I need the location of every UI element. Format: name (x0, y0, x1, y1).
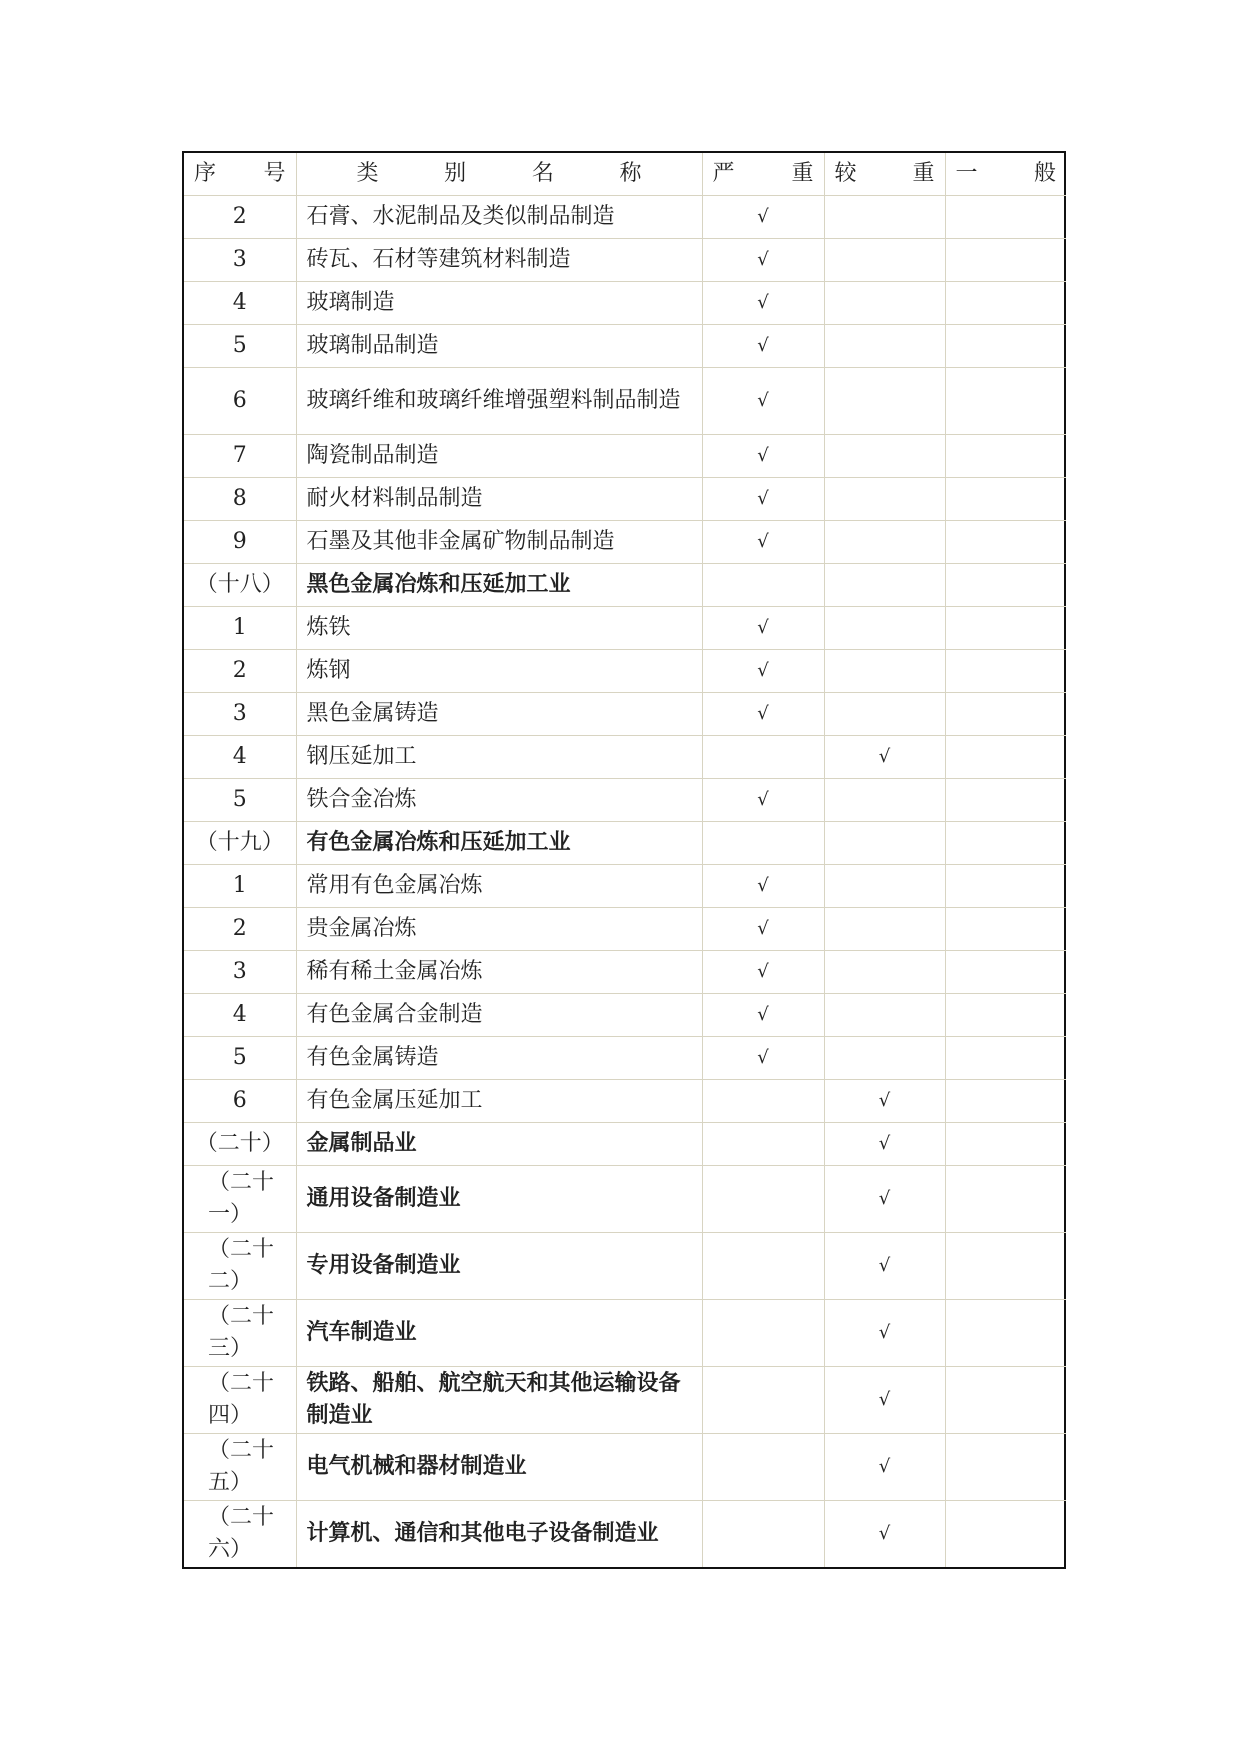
level-moderate-cell (824, 1123, 945, 1166)
level-general-cell (945, 779, 1066, 822)
level-general-cell (945, 196, 1066, 239)
row-number-line: （二十 (208, 1438, 275, 1463)
row-number (184, 1501, 296, 1568)
level-general-cell (945, 368, 1066, 435)
header-no-char: 序 (194, 161, 217, 186)
row-number: 1 (184, 607, 296, 650)
level-severe-cell (702, 521, 824, 564)
level-moderate-cell (824, 1080, 945, 1123)
category-name: 黑色金属铸造 (296, 693, 702, 736)
level-general-cell (945, 521, 1066, 564)
check-mark-icon: √ (757, 789, 769, 810)
level-general-cell (945, 1434, 1066, 1501)
level-general-cell (945, 239, 1066, 282)
table-row (184, 736, 1066, 779)
level-moderate-cell (824, 908, 945, 951)
category-name: 汽车制造业 (296, 1300, 702, 1367)
category-name: 金属制品业 (296, 1123, 702, 1166)
category-name: 铁合金冶炼 (296, 779, 702, 822)
level-moderate-cell (824, 196, 945, 239)
section-row (184, 822, 1066, 865)
level-severe-cell (702, 822, 824, 865)
row-number-line: （二十 (208, 1371, 275, 1396)
level-moderate-cell (824, 282, 945, 325)
level-severe-cell (702, 196, 824, 239)
row-number-line: （二十 (208, 1170, 275, 1195)
level-moderate-cell (824, 822, 945, 865)
level-moderate-cell (824, 1367, 945, 1434)
table-row (184, 693, 1066, 736)
category-name: 石墨及其他非金属矿物制品制造 (296, 521, 702, 564)
level-general-cell (945, 650, 1066, 693)
check-mark-icon: √ (757, 335, 769, 356)
category-name: 玻璃制造 (296, 282, 702, 325)
table-row (184, 908, 1066, 951)
level-severe-cell (702, 1080, 824, 1123)
table-row (184, 478, 1066, 521)
level-severe-cell (702, 736, 824, 779)
level-severe-cell (702, 650, 824, 693)
category-name: 石膏、水泥制品及类似制品制造 (296, 196, 702, 239)
table-row (184, 650, 1066, 693)
level-moderate-cell (824, 736, 945, 779)
category-name: 有色金属合金制造 (296, 994, 702, 1037)
table-row (184, 239, 1066, 282)
row-number: （二十） (184, 1123, 296, 1166)
header-general (945, 153, 1066, 196)
level-moderate-cell (824, 564, 945, 607)
level-moderate-cell (824, 607, 945, 650)
header-moderate (824, 153, 945, 196)
level-general-cell (945, 1501, 1066, 1568)
header-severe-char: 严 (712, 161, 735, 186)
level-severe-cell (702, 1233, 824, 1300)
row-number: 4 (184, 282, 296, 325)
level-moderate-cell (824, 1166, 945, 1233)
section-row (184, 1501, 1066, 1568)
level-moderate-cell (824, 1037, 945, 1080)
level-severe-cell (702, 239, 824, 282)
table-row (184, 196, 1066, 239)
check-mark-icon: √ (757, 292, 769, 313)
category-name: 炼钢 (296, 650, 702, 693)
header-name (296, 153, 702, 196)
check-mark-icon: √ (878, 1255, 891, 1276)
level-severe-cell (702, 951, 824, 994)
level-severe-cell (702, 865, 824, 908)
check-mark-icon: √ (757, 660, 769, 681)
check-mark-icon: √ (878, 1389, 891, 1410)
row-number: 6 (184, 368, 296, 435)
row-number: 3 (184, 239, 296, 282)
row-number-line: 一） (208, 1202, 253, 1227)
category-name: 电气机械和器材制造业 (296, 1434, 702, 1501)
row-number: 9 (184, 521, 296, 564)
row-number-line: 四） (208, 1403, 253, 1428)
level-moderate-cell (824, 951, 945, 994)
category-name: 砖瓦、石材等建筑材料制造 (296, 239, 702, 282)
table-row (184, 325, 1066, 368)
level-moderate-cell (824, 521, 945, 564)
row-number-line: 二） (208, 1269, 253, 1294)
header-moderate-char: 较 (834, 161, 857, 186)
category-name: 玻璃制品制造 (296, 325, 702, 368)
row-number: 5 (184, 779, 296, 822)
category-name: 贵金属冶炼 (296, 908, 702, 951)
header-moderate-char: 重 (912, 161, 935, 186)
level-severe-cell (702, 994, 824, 1037)
level-general-cell (945, 822, 1066, 865)
check-mark-icon: √ (878, 1523, 891, 1544)
level-general-cell (945, 951, 1066, 994)
section-row (184, 1166, 1066, 1233)
check-mark-icon: √ (757, 875, 769, 896)
table-row (184, 368, 1066, 435)
header-no-char: 号 (263, 161, 286, 186)
check-mark-icon: √ (757, 1047, 769, 1068)
level-severe-cell (702, 779, 824, 822)
level-severe-cell (702, 908, 824, 951)
table-row (184, 994, 1066, 1037)
level-severe-cell (702, 1166, 824, 1233)
level-severe-cell (702, 1434, 824, 1501)
level-severe-cell (702, 282, 824, 325)
level-general-cell (945, 736, 1066, 779)
level-severe-cell (702, 1037, 824, 1080)
level-general-cell (945, 607, 1066, 650)
check-mark-icon: √ (878, 1090, 891, 1111)
level-general-cell (945, 908, 1066, 951)
level-moderate-cell (824, 1501, 945, 1568)
level-moderate-cell (824, 693, 945, 736)
check-mark-icon: √ (757, 703, 769, 724)
check-mark-icon: √ (878, 1322, 891, 1343)
category-name: 有色金属冶炼和压延加工业 (296, 822, 702, 865)
level-severe-cell (702, 607, 824, 650)
category-name: 稀有稀土金属冶炼 (296, 951, 702, 994)
header-row (184, 153, 1066, 196)
level-severe-cell (702, 1501, 824, 1568)
row-number-line: 三） (208, 1336, 253, 1361)
category-name: 黑色金属冶炼和压延加工业 (296, 564, 702, 607)
table-row (184, 865, 1066, 908)
header-name-char: 称 (619, 161, 642, 186)
category-name: 陶瓷制品制造 (296, 435, 702, 478)
level-severe-cell (702, 564, 824, 607)
classification-table (182, 151, 1066, 1569)
check-mark-icon: √ (878, 1456, 891, 1477)
table-row (184, 1037, 1066, 1080)
table-row (184, 521, 1066, 564)
row-number-line: 五） (208, 1470, 253, 1495)
category-name: 耐火材料制品制造 (296, 478, 702, 521)
row-number-line: （二十 (208, 1237, 275, 1262)
level-severe-cell (702, 435, 824, 478)
table-row (184, 779, 1066, 822)
level-general-cell (945, 865, 1066, 908)
section-row (184, 1123, 1066, 1166)
check-mark-icon: √ (757, 488, 769, 509)
header-severe-char: 重 (791, 161, 814, 186)
row-number: 3 (184, 693, 296, 736)
check-mark-icon: √ (878, 1188, 891, 1209)
row-number: 4 (184, 736, 296, 779)
category-name: 通用设备制造业 (296, 1166, 702, 1233)
table-row (184, 951, 1066, 994)
level-moderate-cell (824, 865, 945, 908)
check-mark-icon: √ (878, 1133, 891, 1154)
level-general-cell (945, 693, 1066, 736)
row-number: 1 (184, 865, 296, 908)
table-row (184, 1080, 1066, 1123)
level-severe-cell (702, 478, 824, 521)
header-general-char: 一 (955, 161, 978, 186)
level-severe-cell (702, 1123, 824, 1166)
level-general-cell (945, 1300, 1066, 1367)
level-general-cell (945, 435, 1066, 478)
row-number (184, 1300, 296, 1367)
row-number-line: 六） (208, 1537, 253, 1562)
row-number: 8 (184, 478, 296, 521)
check-mark-icon: √ (757, 445, 769, 466)
row-number: 6 (184, 1080, 296, 1123)
category-name: 炼铁 (296, 607, 702, 650)
section-row (184, 1300, 1066, 1367)
row-number: （十九） (184, 822, 296, 865)
row-number (184, 1367, 296, 1434)
row-number (184, 1166, 296, 1233)
section-row (184, 1434, 1066, 1501)
level-severe-cell (702, 693, 824, 736)
row-number-line: （二十 (208, 1505, 275, 1530)
category-name: 专用设备制造业 (296, 1233, 702, 1300)
level-moderate-cell (824, 478, 945, 521)
level-moderate-cell (824, 1233, 945, 1300)
row-number: 5 (184, 1037, 296, 1080)
row-number: 2 (184, 196, 296, 239)
header-name-char: 类 (356, 161, 379, 186)
row-number: 3 (184, 951, 296, 994)
section-row (184, 564, 1066, 607)
level-severe-cell (702, 1367, 824, 1434)
check-mark-icon: √ (757, 249, 769, 270)
level-moderate-cell (824, 325, 945, 368)
check-mark-icon: √ (757, 531, 769, 552)
row-number: 7 (184, 435, 296, 478)
level-moderate-cell (824, 994, 945, 1037)
header-general-char: 般 (1033, 161, 1056, 186)
level-general-cell (945, 1080, 1066, 1123)
level-moderate-cell (824, 239, 945, 282)
level-general-cell (945, 282, 1066, 325)
category-name: 计算机、通信和其他电子设备制造业 (296, 1501, 702, 1568)
level-general-cell (945, 1367, 1066, 1434)
table-row (184, 607, 1066, 650)
row-number: 4 (184, 994, 296, 1037)
check-mark-icon: √ (878, 746, 891, 767)
level-moderate-cell (824, 435, 945, 478)
row-number: 5 (184, 325, 296, 368)
row-number: 2 (184, 908, 296, 951)
section-row (184, 1233, 1066, 1300)
header-name-char: 名 (531, 161, 554, 186)
row-number (184, 1233, 296, 1300)
category-name: 常用有色金属冶炼 (296, 865, 702, 908)
level-moderate-cell (824, 368, 945, 435)
check-mark-icon: √ (757, 918, 769, 939)
check-mark-icon: √ (757, 961, 769, 982)
level-general-cell (945, 1123, 1066, 1166)
category-name: 玻璃纤维和玻璃纤维增强塑料制品制造 (296, 368, 702, 435)
check-mark-icon: √ (757, 617, 769, 638)
level-general-cell (945, 1166, 1066, 1233)
category-name: 有色金属铸造 (296, 1037, 702, 1080)
check-mark-icon: √ (757, 1004, 769, 1025)
row-number: （十八） (184, 564, 296, 607)
category-name: 钢压延加工 (296, 736, 702, 779)
check-mark-icon: √ (757, 390, 769, 411)
row-number (184, 1434, 296, 1501)
level-general-cell (945, 325, 1066, 368)
level-general-cell (945, 564, 1066, 607)
header-severe (702, 153, 824, 196)
level-general-cell (945, 1037, 1066, 1080)
level-moderate-cell (824, 779, 945, 822)
category-name: 有色金属压延加工 (296, 1080, 702, 1123)
header-name-char: 别 (444, 161, 467, 186)
level-general-cell (945, 478, 1066, 521)
header-no (184, 153, 296, 196)
level-general-cell (945, 1233, 1066, 1300)
level-severe-cell (702, 1300, 824, 1367)
section-row (184, 1367, 1066, 1434)
category-name: 铁路、船舶、航空航天和其他运输设备制造业 (296, 1367, 702, 1434)
table-row (184, 435, 1066, 478)
level-severe-cell (702, 368, 824, 435)
row-number-line: （二十 (208, 1304, 275, 1329)
level-moderate-cell (824, 650, 945, 693)
level-general-cell (945, 994, 1066, 1037)
level-severe-cell (702, 325, 824, 368)
level-moderate-cell (824, 1300, 945, 1367)
row-number: 2 (184, 650, 296, 693)
table-row (184, 282, 1066, 325)
check-mark-icon: √ (757, 206, 769, 227)
level-moderate-cell (824, 1434, 945, 1501)
